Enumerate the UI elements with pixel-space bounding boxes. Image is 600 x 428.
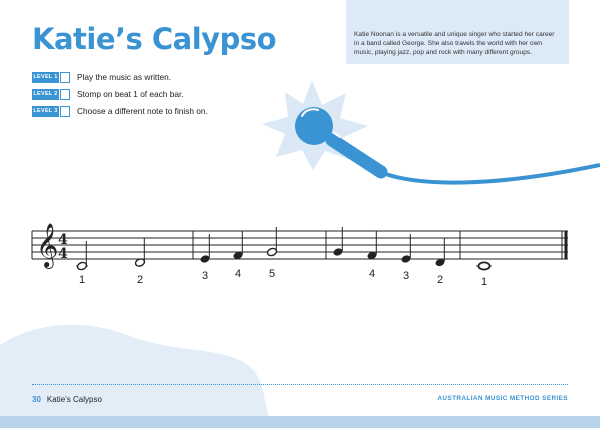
footer-divider xyxy=(32,384,568,385)
fingering-number: 1 xyxy=(480,276,488,288)
level-instruction: Choose a different note to finish on. xyxy=(77,106,208,116)
fingering-number: 3 xyxy=(402,270,410,282)
level-instruction: Play the music as written. xyxy=(77,72,172,82)
fingering-number: 3 xyxy=(201,270,209,282)
note-e-quarter xyxy=(401,234,412,264)
treble-clef-icon: 𝄞 xyxy=(36,223,59,267)
fingering-number: 4 xyxy=(234,268,242,280)
level-tag: LEVEL 3 xyxy=(32,106,59,117)
fingering-number: 5 xyxy=(268,268,276,280)
fingering-number: 4 xyxy=(368,268,376,280)
note-e-quarter xyxy=(200,234,211,264)
time-signature-top: 4 xyxy=(58,232,68,248)
fingering-number: 2 xyxy=(436,274,444,286)
level-instruction: Stomp on beat 1 of each bar. xyxy=(77,89,184,99)
fingering-number: 1 xyxy=(78,274,86,286)
note-c-whole xyxy=(476,262,492,269)
footer-title: Katie’s Calypso xyxy=(46,395,102,404)
footer-page-info xyxy=(32,395,102,404)
time-signature-bottom: 4 xyxy=(58,246,68,262)
fingering-number: 2 xyxy=(136,274,144,286)
note-c-half xyxy=(76,241,88,271)
note-g-quarter xyxy=(333,227,344,257)
page-number: 30 xyxy=(32,395,41,404)
note-g-half xyxy=(267,227,278,257)
page-title: Katie’s Calypso xyxy=(32,22,277,56)
level-tag: LEVEL 2 xyxy=(32,89,59,100)
level-tag: LEVEL 1 xyxy=(32,72,59,83)
info-box: Katie Noonan is a versatile and unique singer who started her career in a band called George. She also travels the world with her own music, playing jazz, pop and rock with many different groups. xyxy=(346,0,569,64)
bottom-strip xyxy=(0,416,600,428)
footer-series: AUSTRALIAN MUSIC METHOD SERIES xyxy=(437,395,568,402)
